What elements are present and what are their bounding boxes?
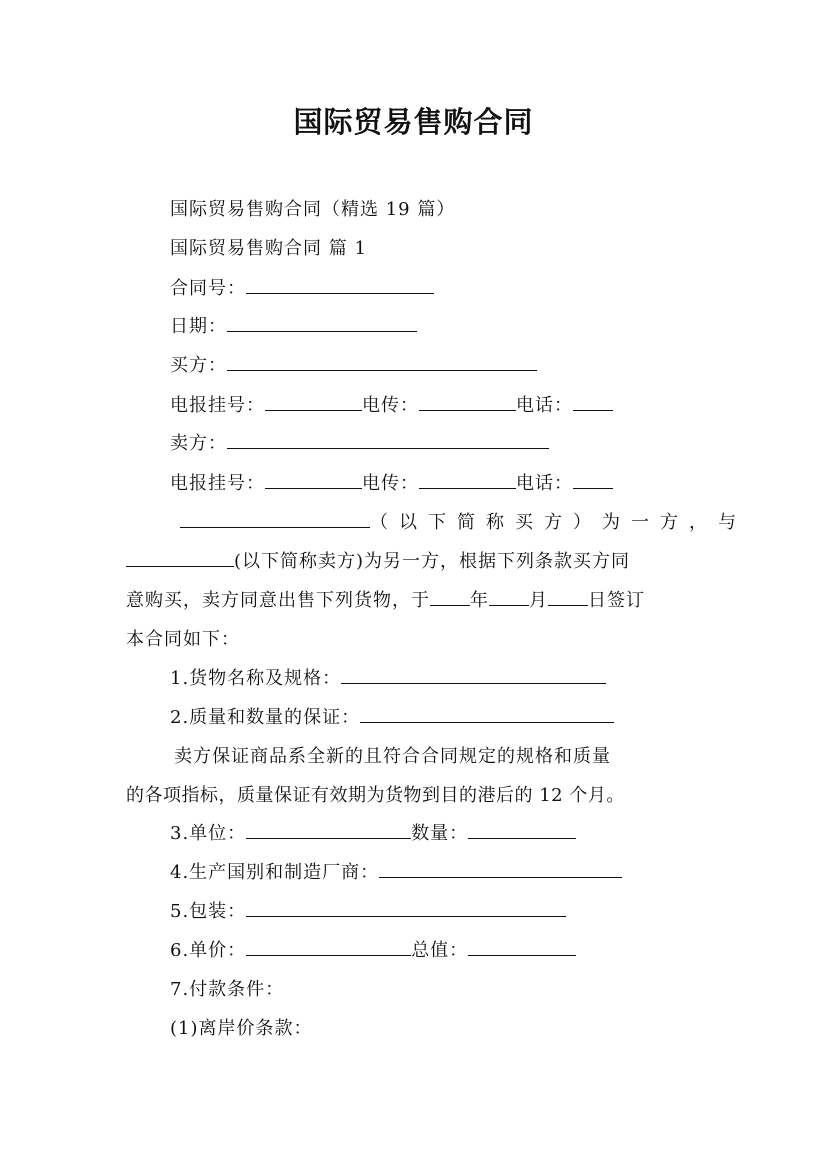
item1-label: 1.货物名称及规格： <box>170 668 342 689</box>
day-label: 日签订 <box>588 590 645 611</box>
month-blank[interactable] <box>489 589 529 606</box>
item2-blank[interactable] <box>360 706 614 723</box>
item3-unit-label: 3.单位： <box>170 823 247 844</box>
year-label: 年 <box>470 590 489 611</box>
buyer-blank[interactable] <box>227 354 537 371</box>
total-value-blank[interactable] <box>468 939 576 956</box>
item1-line <box>170 667 606 691</box>
document-title: 国际贸易售购合同 <box>293 105 534 139</box>
paragraph1-text-a: （以下简称买方）为一方，与 <box>370 512 747 533</box>
seller-cable-label: 电报挂号： <box>170 473 265 494</box>
buyer-cable-label: 电报挂号： <box>170 395 265 416</box>
buyer-phone-label: 电话： <box>516 395 573 416</box>
contract-number-label: 合同号： <box>170 278 246 299</box>
seller-cable-blank[interactable] <box>265 472 362 489</box>
item7-sub1-line: (1)离岸价条款： <box>170 1018 313 1039</box>
seller-phone-blank[interactable] <box>573 472 613 489</box>
paragraph2-line2: 的各项指标，质量保证有效期为货物到目的港后的 12 个月。 <box>126 785 625 806</box>
quantity-blank[interactable] <box>468 822 576 839</box>
contract-number-line <box>170 277 434 301</box>
seller-telex-blank[interactable] <box>419 472 516 489</box>
unit-price-blank[interactable] <box>246 939 411 956</box>
item5-label: 5.包装： <box>170 901 247 922</box>
buyer-name-blank[interactable] <box>180 511 370 528</box>
seller-name-blank[interactable] <box>126 550 234 567</box>
paragraph1-line1 <box>180 511 747 535</box>
document-subtitle: 国际贸易售购合同（精选 19 篇） <box>170 199 456 220</box>
item4-blank[interactable] <box>379 861 622 878</box>
paragraph2-line1: 卖方保证商品系全新的且符合合同规定的规格和质量 <box>174 746 611 767</box>
item3-line <box>170 822 576 846</box>
paragraph1-text-c: 意购买，卖方同意出售下列货物，于 <box>126 590 430 611</box>
paragraph1-text-b: (以下简称卖方)为另一方，根据下列条款买方同 <box>234 551 631 572</box>
paragraph1-line3 <box>126 589 645 613</box>
item4-line <box>170 861 622 885</box>
paragraph1-line4: 本合同如下： <box>126 629 240 650</box>
buyer-cable-blank[interactable] <box>265 394 362 411</box>
buyer-line <box>170 354 537 378</box>
item5-blank[interactable] <box>246 900 566 917</box>
month-label: 月 <box>529 590 548 611</box>
section-heading: 国际贸易售购合同 篇 1 <box>170 238 367 259</box>
date-label: 日期： <box>170 316 227 337</box>
seller-blank[interactable] <box>227 432 549 449</box>
item5-line <box>170 900 566 924</box>
buyer-label: 买方： <box>170 355 227 376</box>
item7-line: 7.付款条件： <box>170 979 285 1000</box>
item6-price-label: 6.单价： <box>170 940 247 961</box>
seller-telex-label: 电传： <box>362 473 419 494</box>
seller-line <box>170 432 549 456</box>
item1-blank[interactable] <box>341 667 606 684</box>
buyer-phone-blank[interactable] <box>573 394 613 411</box>
item2-line <box>170 706 614 730</box>
year-blank[interactable] <box>430 589 470 606</box>
item4-label: 4.生产国别和制造厂商： <box>170 862 380 883</box>
buyer-telex-blank[interactable] <box>419 394 516 411</box>
unit-blank[interactable] <box>246 822 411 839</box>
item2-label: 2.质量和数量的保证： <box>170 707 361 728</box>
date-blank[interactable] <box>227 315 417 332</box>
item3-quantity-label: 数量： <box>411 823 469 844</box>
item6-total-label: 总值： <box>411 940 469 961</box>
day-blank[interactable] <box>548 589 588 606</box>
seller-phone-label: 电话： <box>516 473 573 494</box>
seller-contact-line <box>170 472 613 496</box>
seller-label: 卖方： <box>170 433 227 454</box>
date-line <box>170 315 417 339</box>
buyer-telex-label: 电传： <box>362 395 419 416</box>
paragraph1-line2 <box>126 550 630 574</box>
item6-line <box>170 939 576 963</box>
buyer-contact-line <box>170 394 613 418</box>
contract-number-blank[interactable] <box>246 277 434 294</box>
